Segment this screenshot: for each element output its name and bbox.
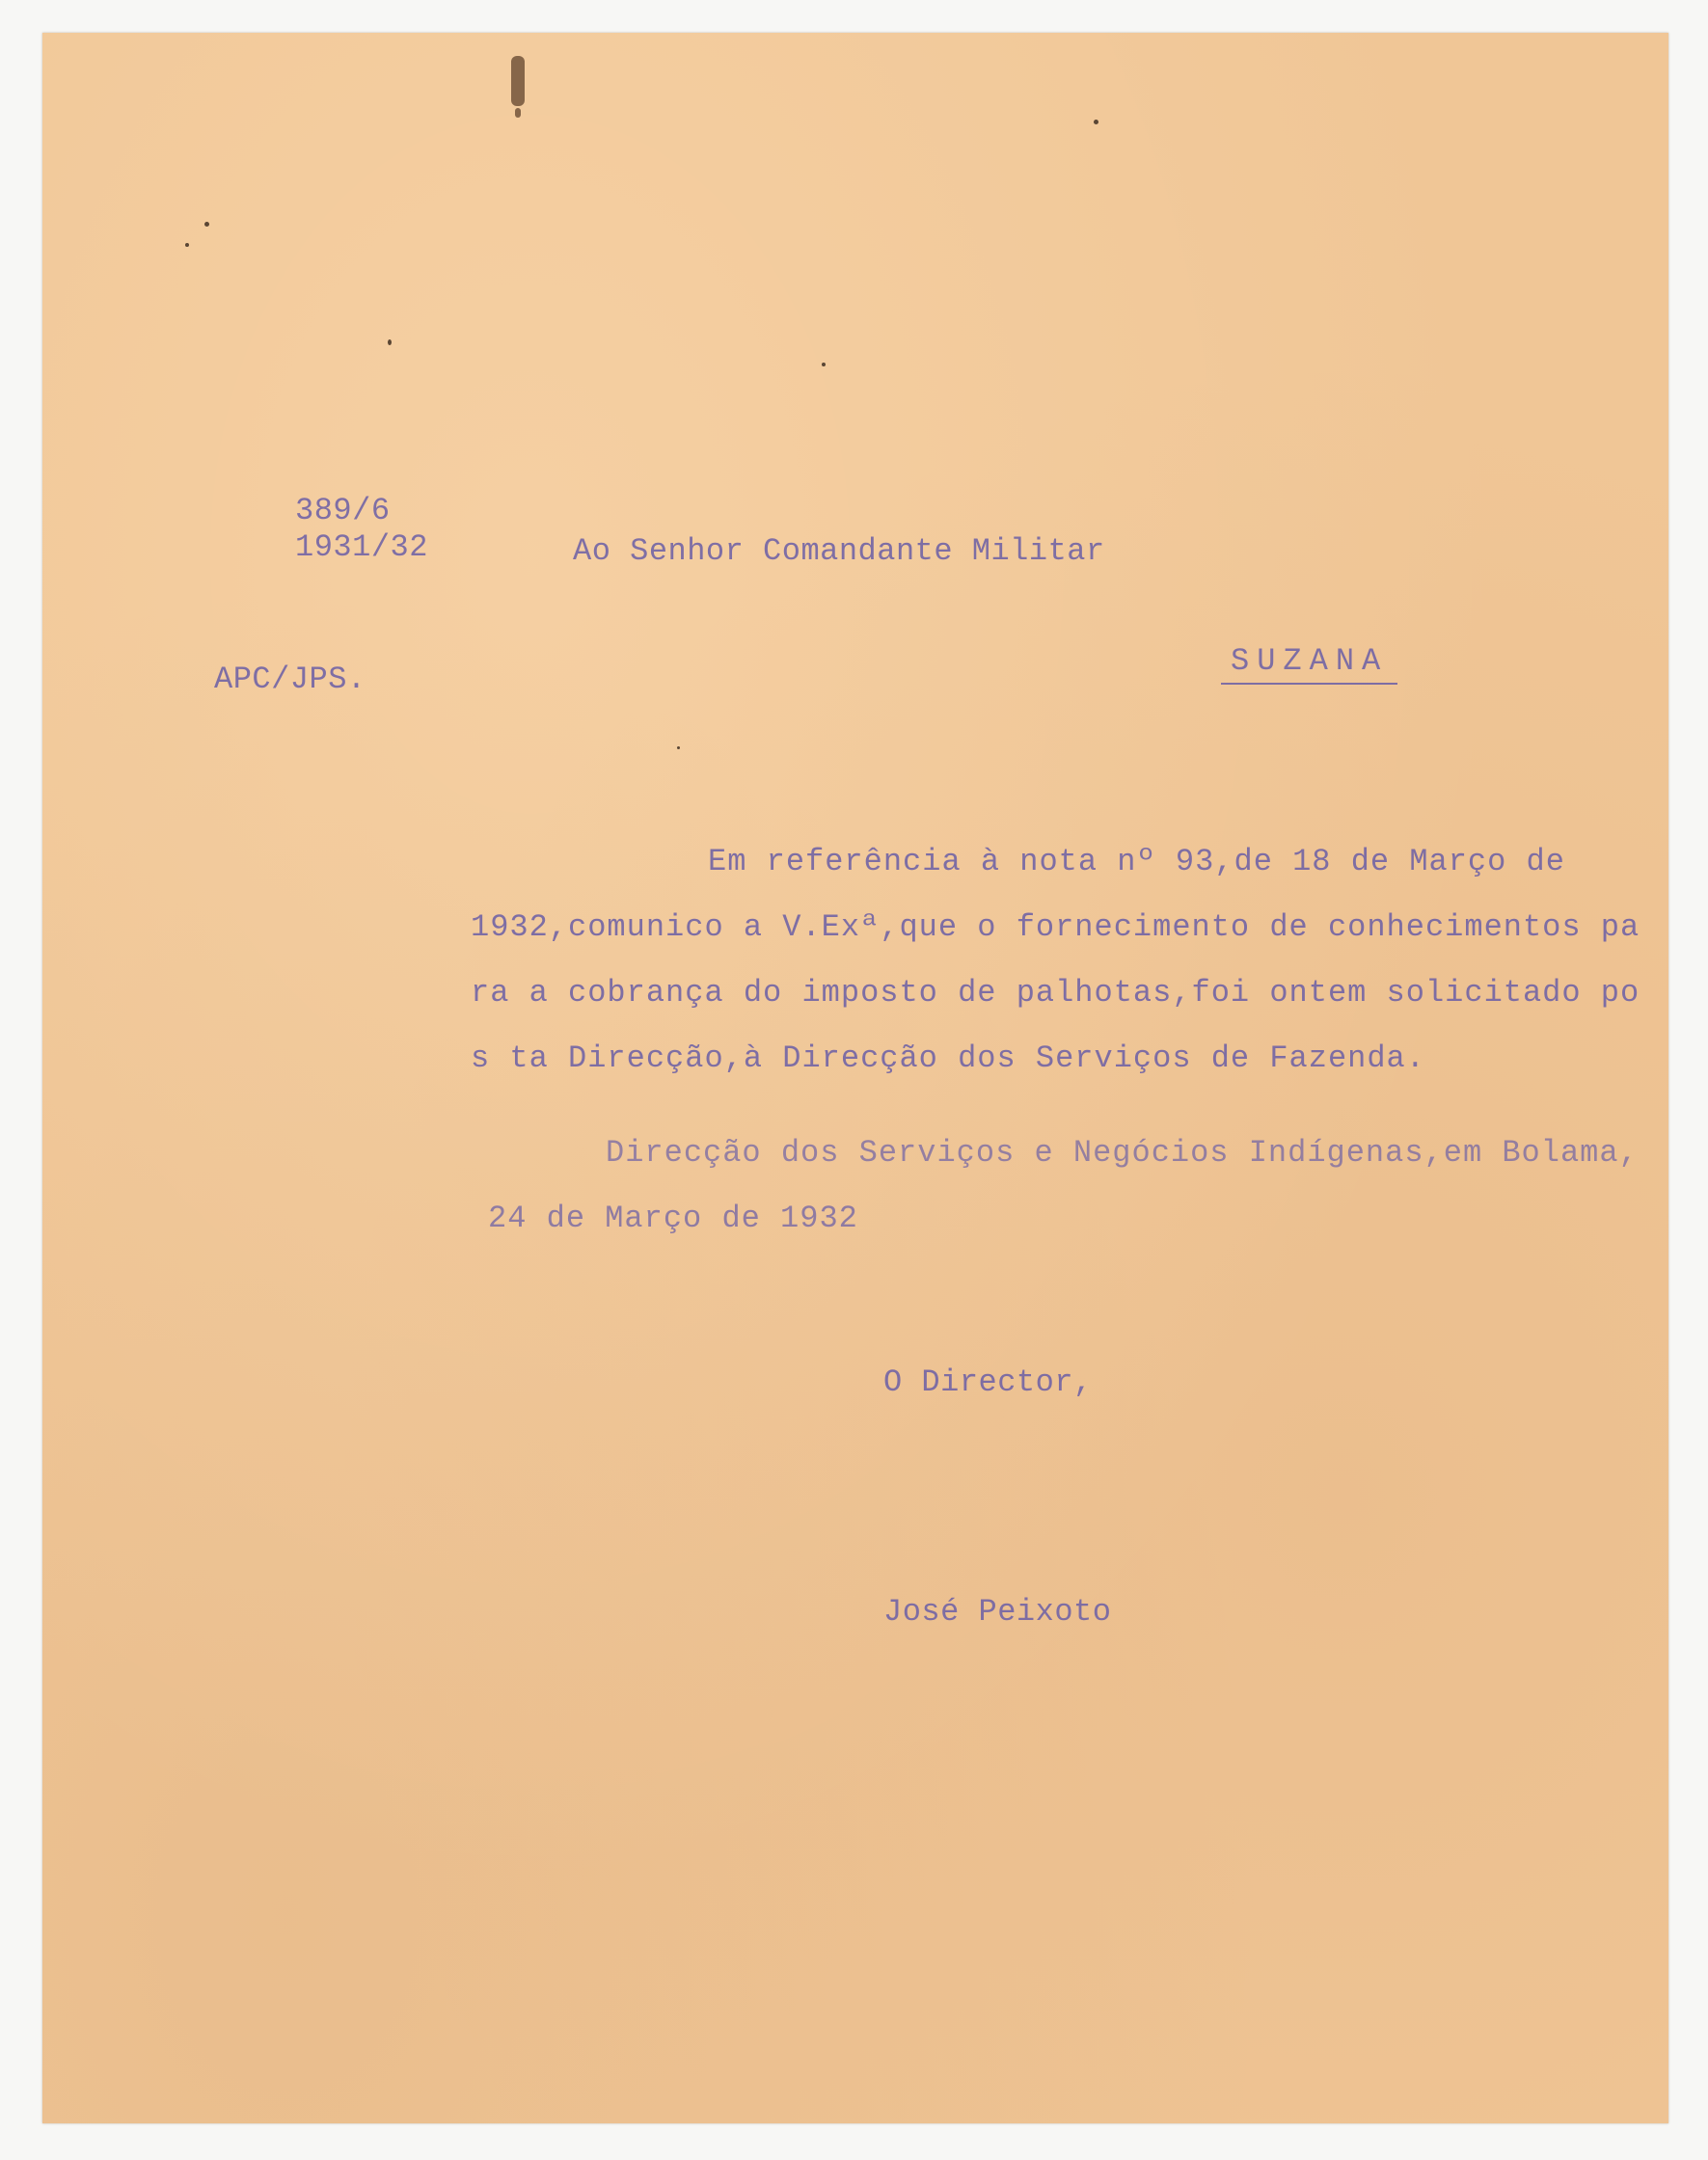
speck [388, 339, 392, 345]
speck [1094, 120, 1098, 124]
speck [185, 243, 189, 247]
speck [677, 746, 680, 749]
addressee: Ao Senhor Comandante Militar [573, 533, 1105, 569]
body-line: s ta Direcção,à Direcção dos Serviços de Fazenda. [471, 1040, 1425, 1076]
speck [822, 363, 826, 366]
body-line: ra a cobrança do imposto de palhotas,foi ontem solicitado po [471, 975, 1640, 1011]
signature-title: O Director, [883, 1364, 1093, 1400]
signature-name: José Peixoto [883, 1594, 1112, 1630]
typist-initials: APC/JPS. [214, 662, 366, 697]
date-place-line: Direcção dos Serviços e Negócios Indígenas,em Bolama, [606, 1135, 1639, 1171]
date-line: 24 de Março de 1932 [488, 1201, 858, 1236]
stain-mark [511, 56, 525, 106]
document-page [42, 33, 1668, 2123]
speck [204, 222, 209, 227]
reference-number: 389/6 [295, 493, 391, 528]
reference-year: 1931/32 [295, 529, 428, 565]
addressee-place: SUZANA [1221, 646, 1397, 685]
body-line: 1932,comunico a V.Exª,que o fornecimento de conhecimentos pa [471, 909, 1640, 945]
body-line: Em referência à nota nº 93,de 18 de Março de [708, 844, 1565, 879]
